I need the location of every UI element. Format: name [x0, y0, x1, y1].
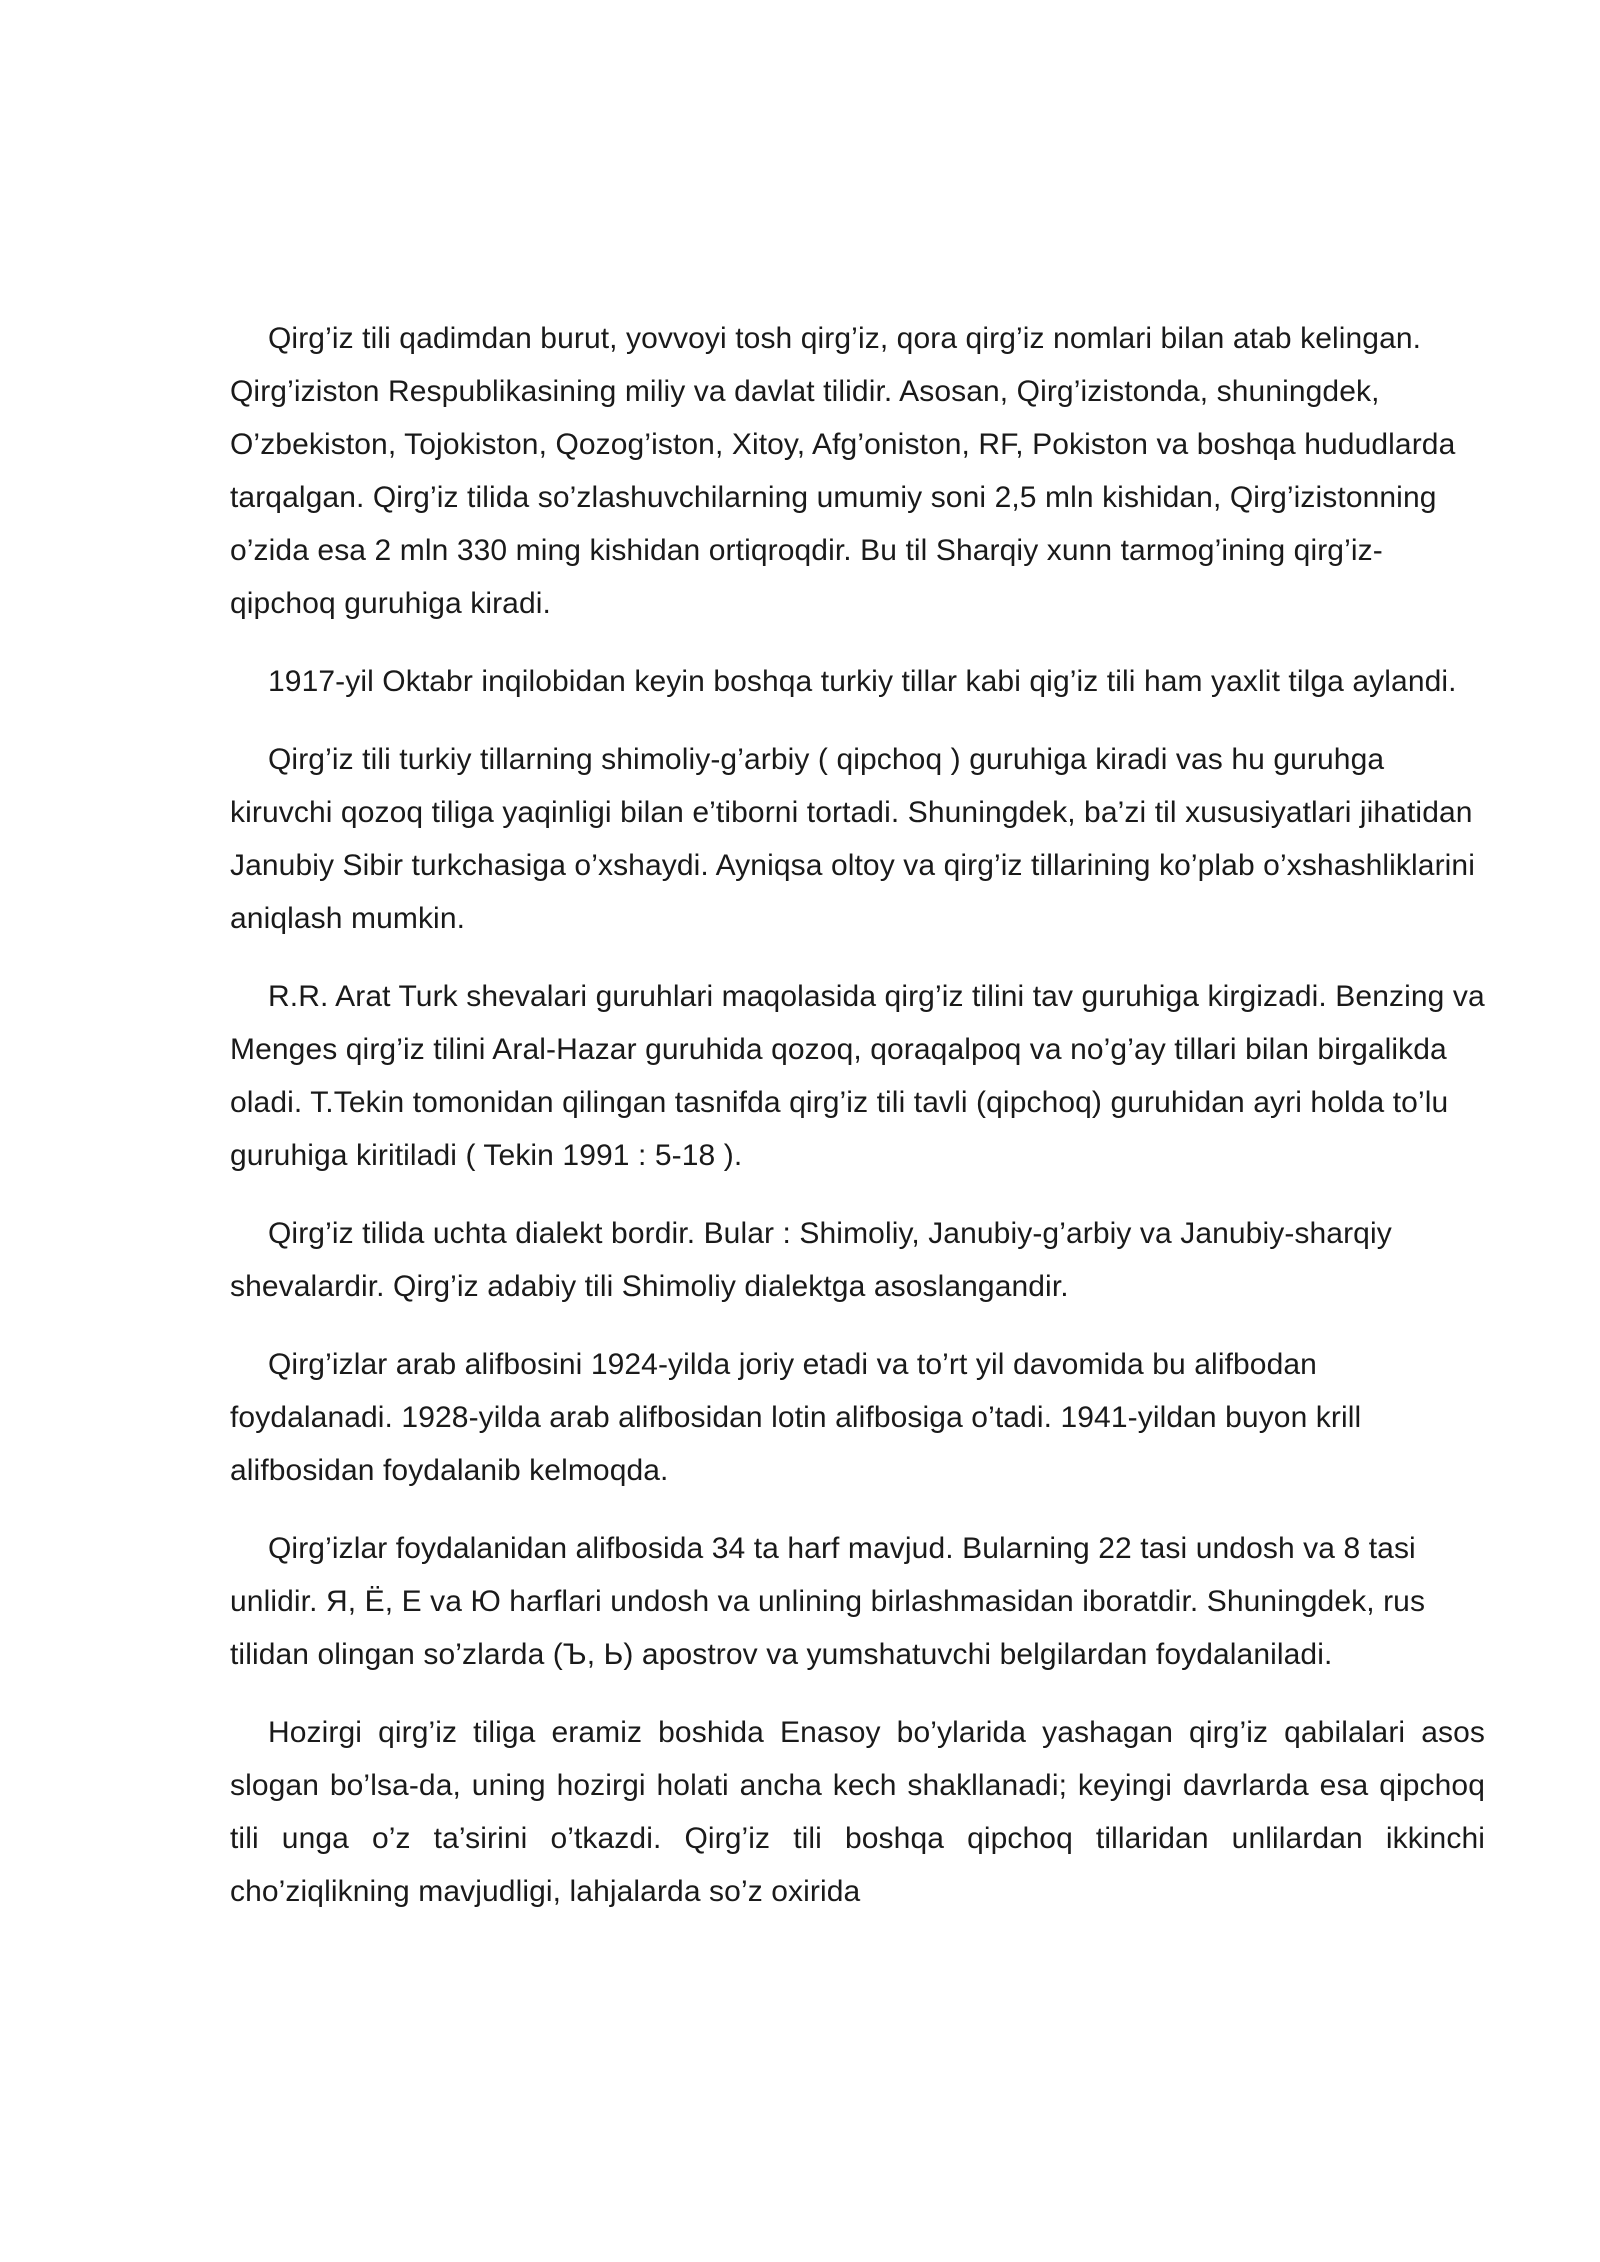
paragraph-classification: R.R. Arat Turk shevalari guruhlari maqolasida qirg’iz tilini tav guruhiga kirgizadi. Benzing va Menges qirg’iz tilini Aral-Hazar guruhida qozoq, qoraqalpoq va no’g’ay tillari bilan birgalikda oladi. T.Tekin tomonidan qilingan tasnifda qirg’iz tili tavli (qipchoq) guruhidan ayri holda to’lu guruhiga kiritiladi ( Tekin 1991 : 5-18 ). — [230, 980, 1485, 1172]
paragraph-kyrgyz-overview: Qirg’iz tili qadimdan burut, yovvoyi tosh qirg’iz, qora qirg’iz nomlari bilan atab kelingan. Qirg’iziston Respublikasining miliy va davlat tilidir. Asosan, Qirg’izistonda, shuningdek, O’zbekiston, Tojokiston, Qozog’iston, Xitoy, Afg’oniston, RF, Pokiston va boshqa hududlarda tarqalgan. Qirg’iz tilida so’zlashuvchilarning umumiy soni 2,5 mln kishidan, Qirg’izistonning o’zida esa 2 mln 330 ming kishidan ortiqroqdir. Bu til Sharqiy xunn tarmog’ining qirg’iz-qipchoq guruhiga kiradi. — [230, 322, 1456, 620]
paragraph-alphabet-history: Qirg’izlar arab alifbosini 1924-yilda joriy etadi va to’rt yil davomida bu alifbodan foydalanadi. 1928-yilda arab alifbosidan lotin alifbosiga o’tadi. 1941-yildan buyon krill alifbosidan foydalanib kelmoqda. — [230, 1348, 1362, 1487]
paragraph-october-revolution: 1917-yil Oktabr inqilobidan keyin boshqa turkiy tillar kabi qig’iz tili ham yaxlit tilga aylandi. — [268, 665, 1457, 698]
document-body — [230, 312, 1485, 1918]
paragraph-modern-kyrgyz: Hozirgi qirg’iz tiliga eramiz boshida Enasoy bo’ylarida yashagan qirg’iz qabilalari asos slogan bo’lsa-da, uning hozirgi holati ancha kech shakllanadi; keyingi davrlarda esa qipchoq tili unga o’z ta’sirini o’tkazdi. Qirg’iz tili boshqa qipchoq tillaridan unlilardan ikkinchi cho’ziqlikning mavjudligi, lahjalarda so’z oxirida — [230, 1716, 1485, 1908]
paragraph-alphabet-letters: Qirg’izlar foydalanidan alifbosida 34 ta harf mavjud. Bularning 22 tasi undosh va 8 tasi unlidir. Я, Ё, Е va Ю harflari undosh va unlining birlashmasidan iboratdir. Shuningdek, rus tilidan olingan so’zlarda (Ъ, Ь) apostrov va yumshatuvchi belgilardan foydalaniladi. — [230, 1532, 1426, 1671]
paragraph-kipchak-group: Qirg’iz tili turkiy tillarning shimoliy-g’arbiy ( qipchoq ) guruhiga kiradi vas hu guruhga kiruvchi qozoq tiliga yaqinligi bilan e’tiborni tortadi. Shuningdek, ba’zi til xususiyatlari jihatidan Janubiy Sibir turkchasiga o’xshaydi. Ayniqsa oltoy va qirg’iz tillarining ko’plab o’xshashliklarini aniqlash mumkin. — [230, 743, 1475, 935]
paragraph-dialects: Qirg’iz tilida uchta dialekt bordir. Bular : Shimoliy, Janubiy-g’arbiy va Janubiy-sharqiy shevalardir. Qirg’iz adabiy tili Shimoliy dialektga asoslangandir. — [230, 1217, 1392, 1303]
